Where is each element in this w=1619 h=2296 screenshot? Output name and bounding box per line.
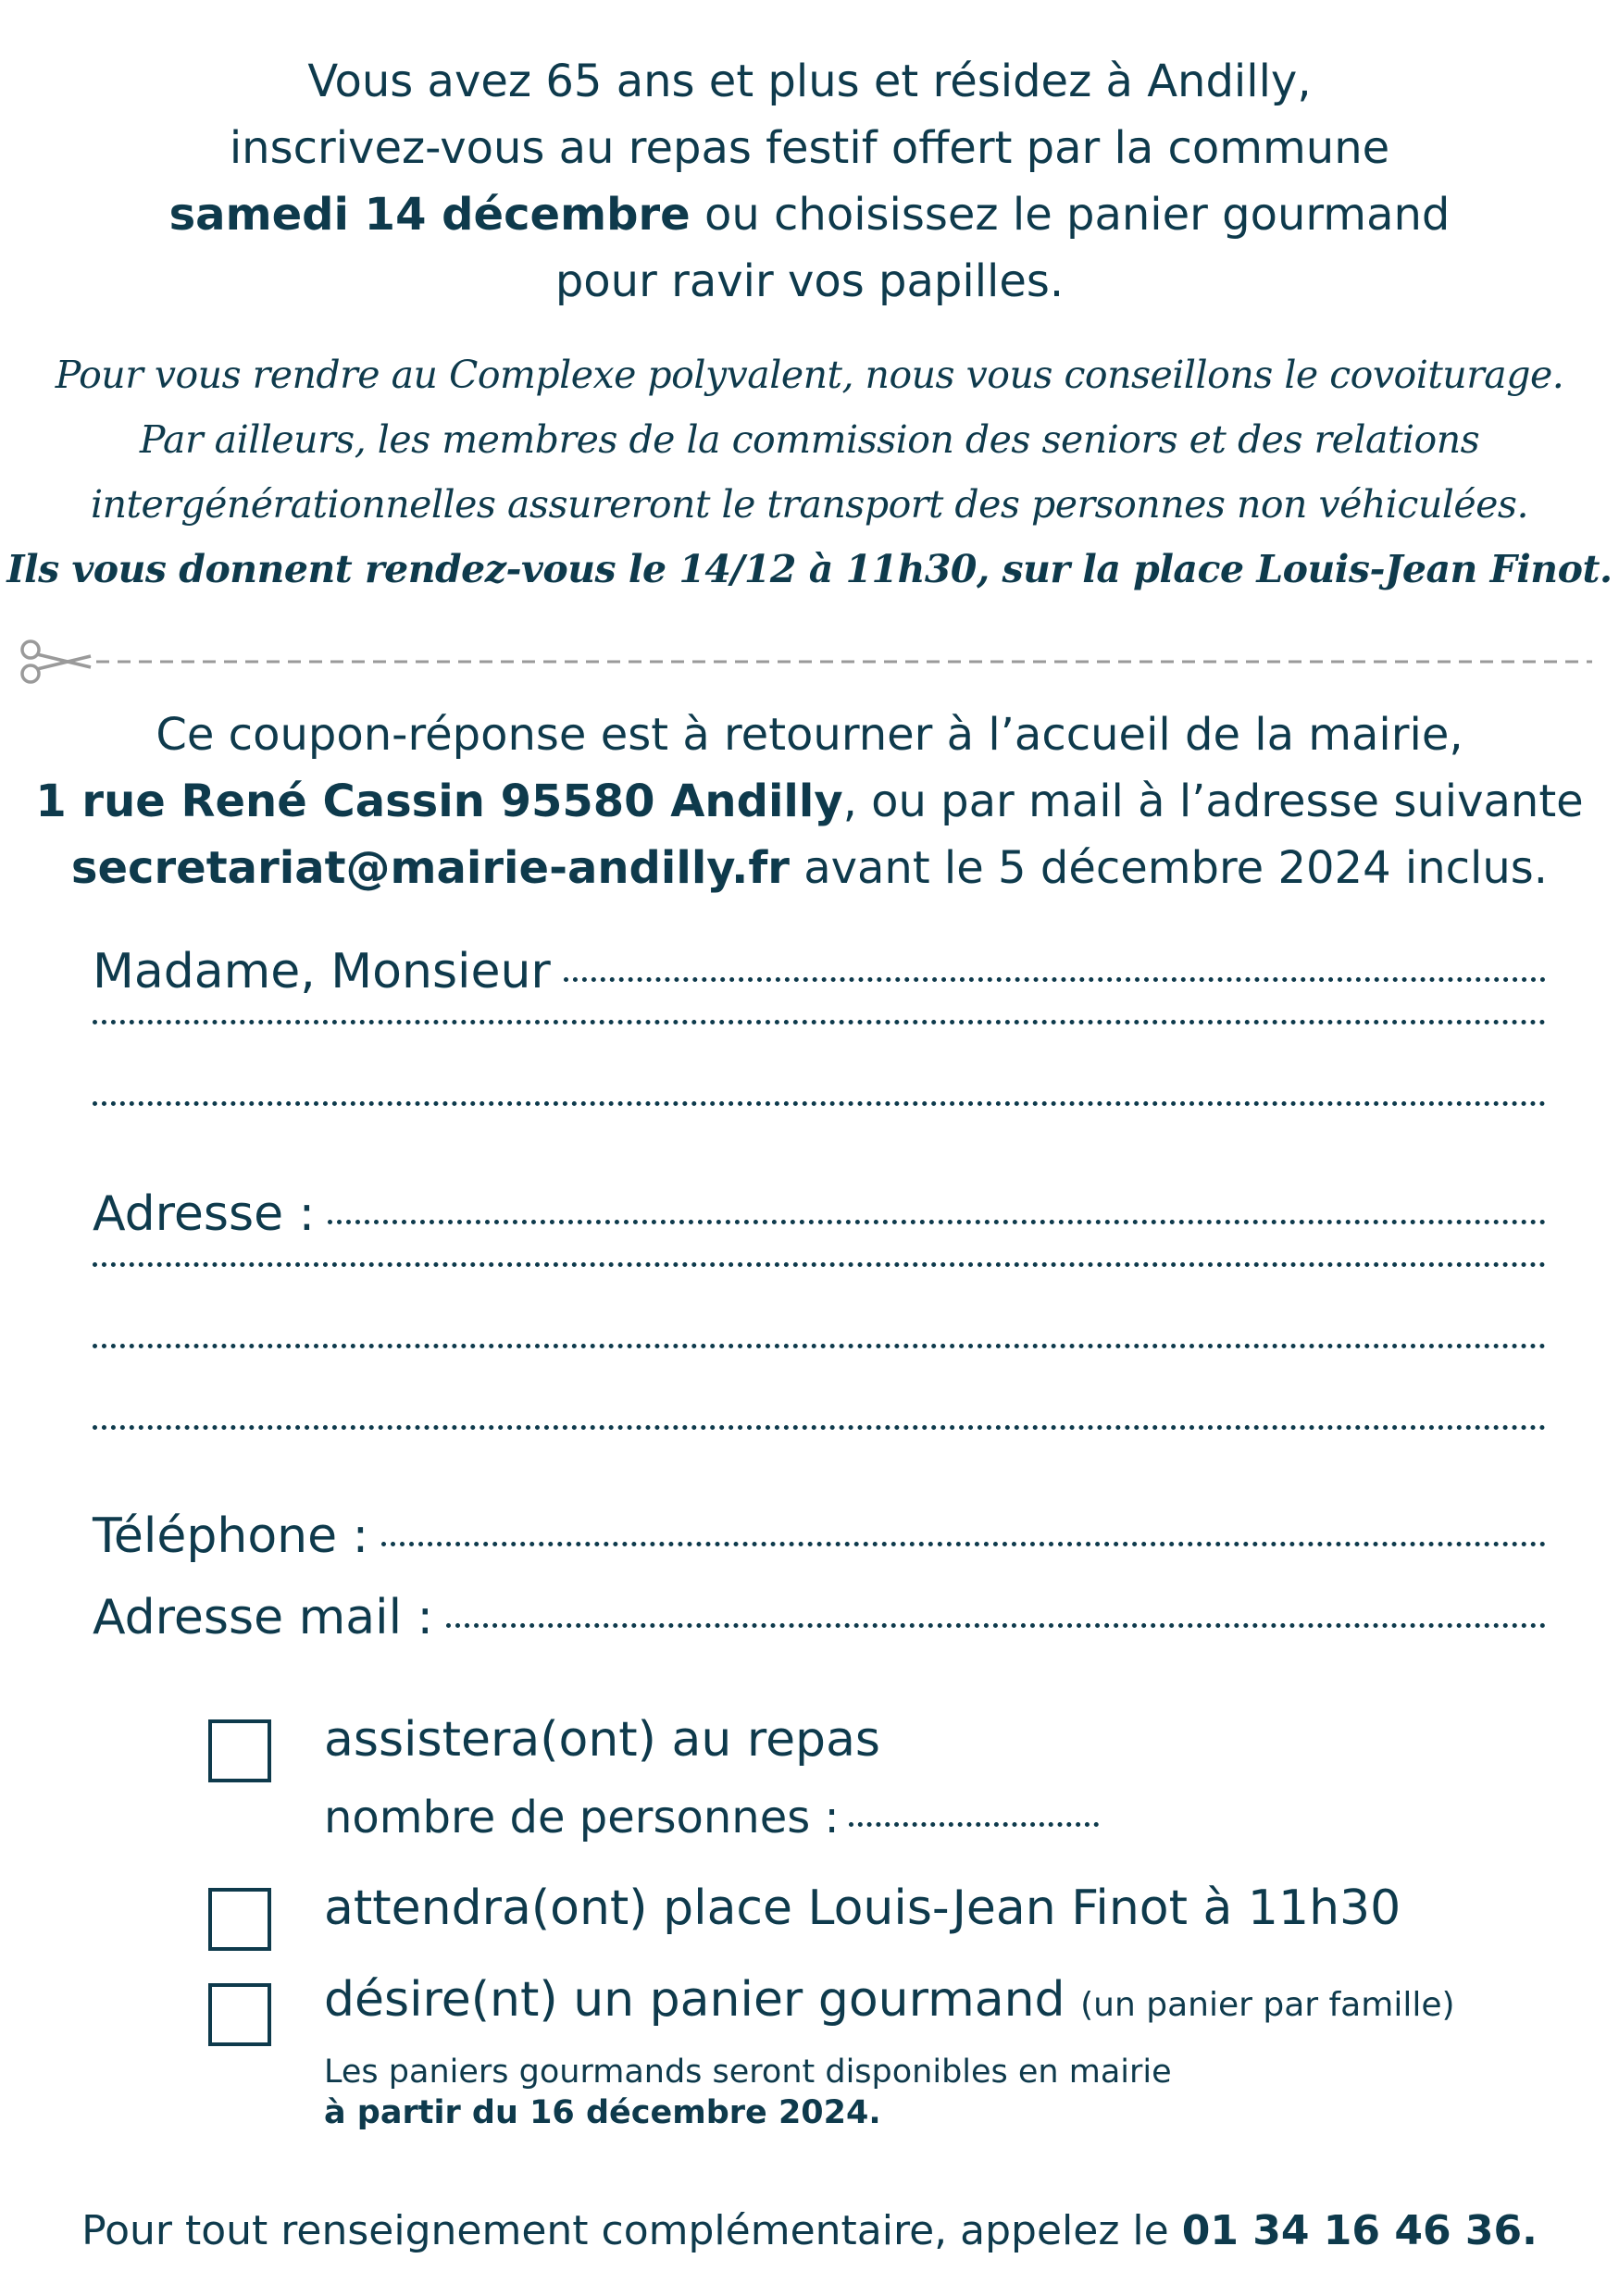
coupon-line-3: secretariat@mairie-andilly.fr avant le 5 décembre 2024 inclus. — [70, 842, 1549, 894]
footer-text: Pour tout renseignement complémentaire, appelez le — [81, 2207, 1182, 2254]
contact-email: secretariat@mairie-andilly.fr — [70, 842, 790, 894]
mairie-address: 1 rue René Cassin 95580 Andilly — [35, 776, 843, 827]
address-line-2[interactable] — [93, 1262, 1546, 1267]
name-field[interactable] — [93, 944, 1546, 1018]
address-field[interactable] — [93, 1186, 1546, 1260]
basket-checkbox[interactable] — [208, 1983, 271, 2046]
coupon-line-2: 1 rue René Cassin 95580 Andilly, ou par mail à l’adresse suivante — [35, 776, 1584, 827]
basket-info-line-2: à partir du 16 décembre 2024. — [324, 2094, 881, 2131]
event-date: samedi 14 décembre — [168, 189, 691, 241]
basket-note: (un panier par famille) — [1080, 1986, 1455, 2024]
phone-line[interactable] — [381, 1542, 1546, 1546]
address-label: Adresse : — [93, 1186, 316, 1242]
meal-count[interactable] — [324, 1792, 1099, 1843]
meal-label: assistera(ont) au repas — [324, 1712, 881, 1768]
name-field-line-3[interactable] — [93, 1107, 1546, 1181]
basket-label: désire(nt) un panier gourmand — [324, 1972, 1065, 2028]
intro-text — [0, 48, 1619, 315]
name-label: Madame, Monsieur — [93, 944, 551, 999]
address-line-4[interactable] — [93, 1425, 1546, 1430]
basket-info-line-1: Les paniers gourmands seront disponibles en mairie — [324, 2054, 1172, 2091]
meal-count-line[interactable] — [849, 1822, 1099, 1827]
cut-line — [19, 634, 1592, 689]
name-line[interactable] — [564, 977, 1546, 982]
address-field-line-2[interactable] — [93, 1268, 1546, 1342]
coupon-instructions — [0, 701, 1619, 901]
intro-line-2: inscrivez-vous au repas festif offert par la commune — [229, 122, 1390, 174]
email-field[interactable] — [93, 1590, 1546, 1664]
intro-line-1: Vous avez 65 ans et plus et résidez à Andilly, — [307, 56, 1312, 107]
email-line[interactable] — [446, 1623, 1546, 1628]
transport-line-2: Par ailleurs, les membres de la commission des seniors et des relations — [139, 417, 1480, 462]
transport-line-3: intergénérationnelles assureront le transport des personnes non véhiculées. — [90, 482, 1528, 527]
name-line-3[interactable] — [93, 1101, 1546, 1106]
name-field-line-2[interactable] — [93, 1025, 1546, 1099]
footer-contact — [0, 2207, 1619, 2254]
address-line-3[interactable] — [93, 1344, 1546, 1348]
transport-line-4: Ils vous donnent rendez-vous le 14/12 à 11h30, sur la place Louis-Jean Finot. — [6, 547, 1613, 591]
coupon-line-1: Ce coupon-réponse est à retourner à l’accueil de la mairie, — [156, 709, 1463, 761]
meal-count-label: nombre de personnes : — [324, 1792, 840, 1843]
transport-line-1: Pour vous rendre au Complexe polyvalent, nous vous conseillons le covoiturage. — [55, 353, 1564, 397]
intro-line-4: pour ravir vos papilles. — [554, 255, 1065, 307]
phone-label: Téléphone : — [93, 1508, 369, 1564]
intro-line-3: samedi 14 décembre ou choisissez le panier gourmand — [168, 189, 1451, 241]
transport-text — [0, 342, 1619, 602]
scissors-icon — [22, 641, 91, 682]
phone-field[interactable] — [93, 1508, 1546, 1582]
address-field-line-4[interactable] — [93, 1431, 1546, 1505]
pickup-checkbox[interactable] — [208, 1888, 271, 1951]
email-label: Adresse mail : — [93, 1590, 434, 1645]
footer-phone: 01 34 16 46 36. — [1181, 2207, 1538, 2254]
name-line-2[interactable] — [93, 1020, 1546, 1024]
meal-checkbox[interactable] — [208, 1719, 271, 1782]
pickup-label: attendra(ont) place Louis-Jean Finot à 11h30 — [324, 1880, 1401, 1936]
basket-label-row — [324, 1972, 1455, 2028]
address-line[interactable] — [328, 1220, 1546, 1224]
address-field-line-3[interactable] — [93, 1349, 1546, 1423]
